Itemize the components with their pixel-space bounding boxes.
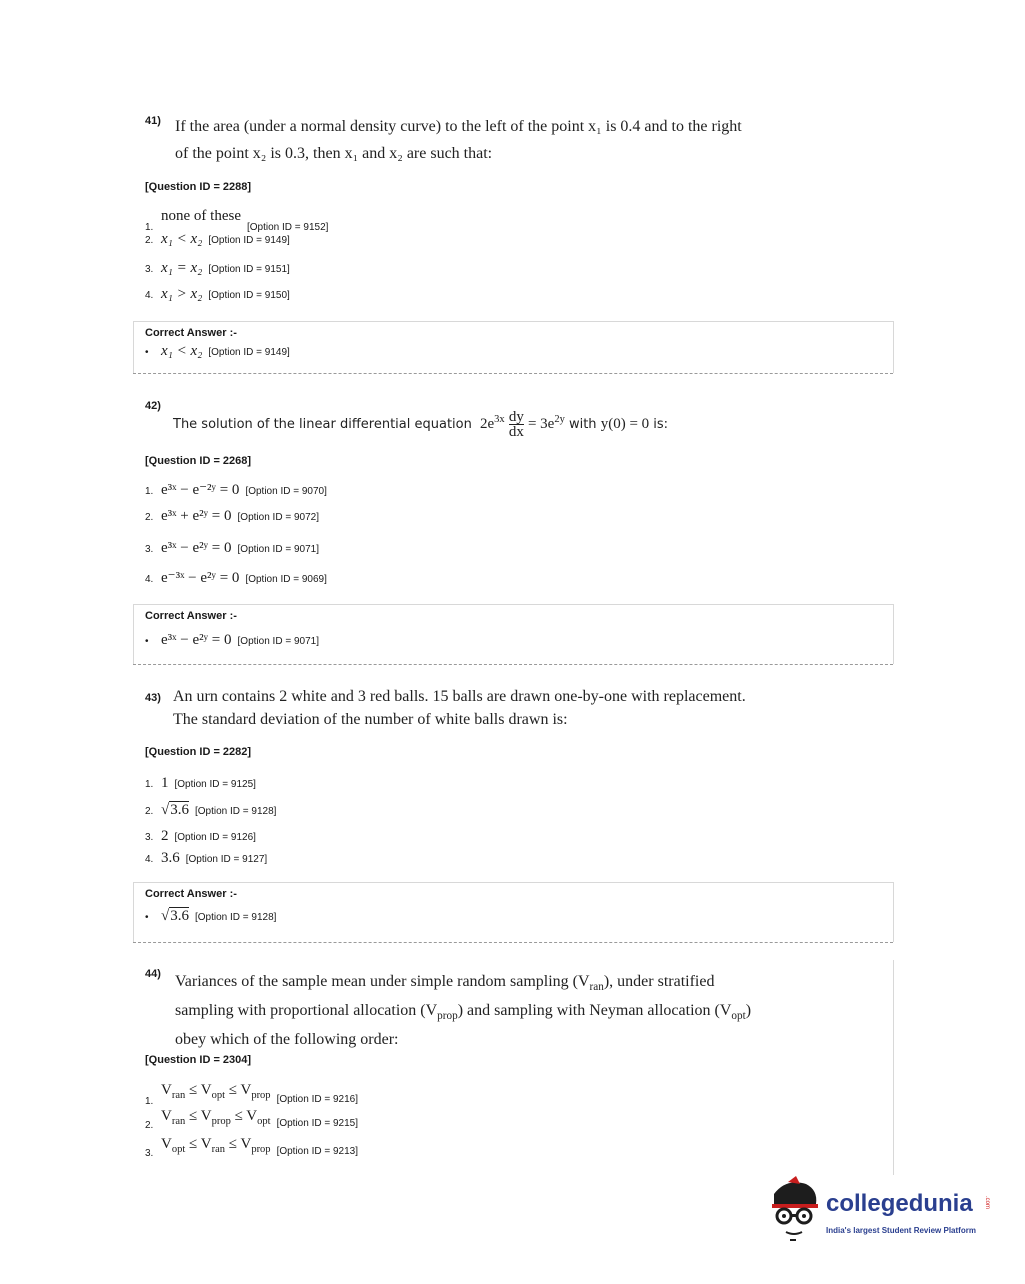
- variance-symbol: V: [240, 1082, 252, 1098]
- question-text-line: The solution of the linear differential equation: [173, 417, 472, 432]
- option-math: e⁻³ˣ − e²ʸ = 0: [161, 570, 240, 586]
- question-text-line: [175, 999, 875, 1028]
- bullet: •: [145, 636, 149, 647]
- option-number: 4.: [145, 290, 154, 301]
- option-2[interactable]: 2. √3.6 [Option ID = 9128]: [145, 802, 277, 818]
- question-text-line: An urn contains 2 white and 3 red balls. 15 balls are drawn one-by-one with replacement.: [173, 688, 746, 705]
- option-id: [Option ID = 9126]: [174, 832, 256, 843]
- option-number: 1.: [145, 486, 154, 497]
- dashed-separator: [133, 664, 893, 665]
- option-3[interactable]: [145, 260, 290, 277]
- le-symbol: ≤: [228, 1082, 237, 1098]
- option-id: [Option ID = 9152]: [246, 222, 329, 233]
- text-part: ): [745, 1002, 752, 1020]
- option-4[interactable]: [145, 850, 267, 867]
- correct-answer: [145, 343, 290, 360]
- option-id: [Option ID = 9128]: [194, 912, 277, 923]
- subscript: opt: [171, 1144, 186, 1155]
- equation-term: = 3e: [527, 416, 555, 432]
- question-text: [173, 402, 873, 443]
- option-number: 1.: [145, 779, 154, 790]
- frame-right: [893, 604, 894, 664]
- question-id: [Question ID = 2304]: [145, 1054, 252, 1066]
- correct-answer-label: Correct Answer :-: [145, 327, 237, 339]
- correct-answer-math: e³ˣ − e²ʸ = 0: [161, 632, 232, 648]
- question-text: [175, 970, 875, 1051]
- option-number: 4.: [145, 574, 154, 585]
- collegedunia-logo: [766, 1176, 996, 1246]
- option-math: e³ˣ − e⁻²ʸ = 0: [161, 482, 240, 498]
- option-number: 3.: [145, 264, 154, 275]
- question-number: 41): [145, 115, 161, 127]
- logo-com: .com: [984, 1196, 990, 1210]
- variance-symbol: V: [246, 1108, 258, 1124]
- derivative-fraction: [509, 410, 524, 439]
- correct-answer-math: 3.6: [170, 908, 189, 924]
- option-number: 1.: [145, 222, 154, 233]
- mascot-icon: [766, 1176, 824, 1242]
- option-id: [Option ID = 9149]: [208, 347, 290, 358]
- initial-condition: y(0) = 0: [600, 416, 650, 432]
- fraction-top: dy: [508, 409, 524, 425]
- bullet: •: [145, 912, 149, 923]
- variance-symbol: V: [200, 1082, 212, 1098]
- question-number: 43): [145, 692, 161, 704]
- text-part: Variances of the sample mean under simple random sampling (V: [175, 973, 590, 990]
- question-text: [173, 685, 873, 731]
- question-text-line: [175, 970, 875, 999]
- equation-exponent: 2y: [554, 414, 565, 425]
- correct-answer: • √3.6 [Option ID = 9128]: [145, 908, 277, 924]
- question-id: [Question ID = 2268]: [145, 455, 252, 467]
- text-part: sampling with proportional allocation (V: [175, 1002, 438, 1020]
- question-text-word: is:: [653, 417, 669, 432]
- le-symbol: ≤: [189, 1082, 198, 1098]
- option-id: [Option ID = 9213]: [276, 1146, 359, 1157]
- question-41: [133, 100, 893, 375]
- question-text-line: obey which of the following order:: [175, 1031, 399, 1049]
- subscript: ran: [171, 1116, 186, 1127]
- option-number: 3.: [145, 544, 154, 555]
- question-text-line: If the area (under a normal density curve) to the left of the point x₁ is 0.4 and to the right: [175, 118, 742, 135]
- subscript: ran: [211, 1144, 225, 1155]
- option-3[interactable]: [145, 828, 256, 845]
- dashed-separator: [133, 942, 893, 943]
- subscript: prop: [251, 1090, 271, 1101]
- text-part: ), under stratified: [603, 973, 715, 990]
- variance-symbol: V: [161, 1136, 172, 1152]
- frame-left: [133, 882, 134, 942]
- option-1[interactable]: [145, 1082, 358, 1107]
- option-2[interactable]: [145, 231, 290, 248]
- option-number: 2.: [145, 806, 154, 817]
- question-text: [175, 113, 875, 167]
- le-symbol: ≤: [234, 1108, 243, 1124]
- frame-left: [133, 604, 134, 664]
- option-id: [Option ID = 9216]: [276, 1094, 359, 1105]
- variance-symbol: V: [200, 1136, 212, 1152]
- subscript: opt: [731, 1010, 746, 1023]
- frame-right: [893, 882, 894, 942]
- subscript: ran: [171, 1090, 186, 1101]
- dashed-separator: [133, 373, 893, 374]
- text-part: ) and sampling with Neyman allocation (V: [457, 1002, 732, 1020]
- option-math: none of these: [161, 208, 241, 224]
- option-number: 2.: [145, 1120, 154, 1131]
- option-math: 2: [161, 828, 169, 844]
- option-1[interactable]: [145, 775, 256, 792]
- option-math: 1: [161, 775, 169, 791]
- variance-symbol: V: [161, 1082, 172, 1098]
- option-number: 4.: [145, 854, 154, 865]
- option-id: [Option ID = 9069]: [245, 574, 327, 585]
- subscript: prop: [251, 1144, 271, 1155]
- question-43: [133, 680, 893, 945]
- option-number: 1.: [145, 1096, 154, 1107]
- option-id: [Option ID = 9125]: [174, 779, 256, 790]
- option-id: [Option ID = 9215]: [276, 1118, 359, 1129]
- divider: [133, 604, 893, 605]
- question-44: [133, 960, 893, 1175]
- option-math: e³ˣ − e²ʸ = 0: [161, 540, 232, 556]
- option-2[interactable]: [145, 508, 319, 525]
- question-text-line: The standard deviation of the number of white balls drawn is:: [173, 711, 568, 728]
- frame-right: [893, 960, 894, 1175]
- option-math: x₁ < x₂: [161, 231, 203, 247]
- le-symbol: ≤: [228, 1136, 237, 1152]
- option-number: 3.: [145, 832, 154, 843]
- option-number: 2.: [145, 235, 154, 246]
- option-math: x₁ = x₂: [161, 260, 203, 276]
- option-id: [Option ID = 9149]: [208, 235, 290, 246]
- option-4[interactable]: [145, 286, 290, 303]
- question-number: 42): [145, 400, 161, 412]
- question-text-line: of the point x₂ is 0.3, then x₁ and x₂ are such that:: [175, 145, 493, 162]
- le-symbol: ≤: [189, 1136, 198, 1152]
- option-id: [Option ID = 9071]: [237, 636, 319, 647]
- frame-left: [133, 321, 134, 373]
- correct-answer-label: Correct Answer :-: [145, 888, 237, 900]
- option-1[interactable]: [145, 208, 328, 233]
- subscript: ran: [589, 981, 604, 994]
- equation-exponent: 3x: [494, 414, 505, 425]
- option-math: 3.6: [161, 850, 180, 866]
- option-1[interactable]: [145, 480, 327, 499]
- correct-answer-math: x₁ < x₂: [161, 343, 203, 359]
- bullet: •: [145, 347, 149, 358]
- option-3[interactable]: [145, 1136, 358, 1159]
- logo-wordmark: collegedunia: [826, 1190, 973, 1217]
- divider: [133, 321, 893, 322]
- option-3[interactable]: [145, 540, 319, 557]
- subscript: opt: [211, 1090, 225, 1101]
- variance-symbol: V: [240, 1136, 252, 1152]
- subscript: prop: [437, 1010, 458, 1023]
- option-id: [Option ID = 9071]: [237, 544, 319, 555]
- option-id: [Option ID = 9127]: [185, 854, 268, 865]
- frame-right: [893, 321, 894, 373]
- option-id: [Option ID = 9151]: [208, 264, 290, 275]
- question-id: [Question ID = 2282]: [145, 746, 252, 758]
- option-4[interactable]: [145, 568, 327, 587]
- correct-answer-label: Correct Answer :-: [145, 610, 237, 622]
- question-number: 44): [145, 968, 161, 980]
- option-number: 3.: [145, 1148, 154, 1159]
- divider: [133, 882, 893, 883]
- question-id: [Question ID = 2288]: [145, 181, 252, 193]
- option-math: x₁ > x₂: [161, 286, 203, 302]
- fraction-bottom: dx: [508, 424, 524, 440]
- question-text-word: with: [568, 417, 597, 432]
- option-number: 2.: [145, 512, 154, 523]
- correct-answer: [145, 632, 319, 649]
- option-2[interactable]: [145, 1108, 358, 1131]
- option-id: [Option ID = 9072]: [237, 512, 319, 523]
- logo-tagline: India's largest Student Review Platform: [826, 1226, 976, 1235]
- subscript: opt: [257, 1116, 271, 1127]
- le-symbol: ≤: [189, 1108, 198, 1124]
- subscript: prop: [211, 1116, 231, 1127]
- option-id: [Option ID = 9070]: [245, 486, 327, 497]
- equation-term: 2e: [480, 416, 495, 432]
- option-id: [Option ID = 9128]: [194, 806, 277, 817]
- option-math: 3.6: [170, 802, 189, 818]
- variance-symbol: V: [200, 1108, 212, 1124]
- variance-symbol: V: [161, 1108, 172, 1124]
- option-id: [Option ID = 9150]: [208, 290, 290, 301]
- question-42: [133, 390, 893, 665]
- option-math: e³ˣ + e²ʸ = 0: [161, 508, 232, 524]
